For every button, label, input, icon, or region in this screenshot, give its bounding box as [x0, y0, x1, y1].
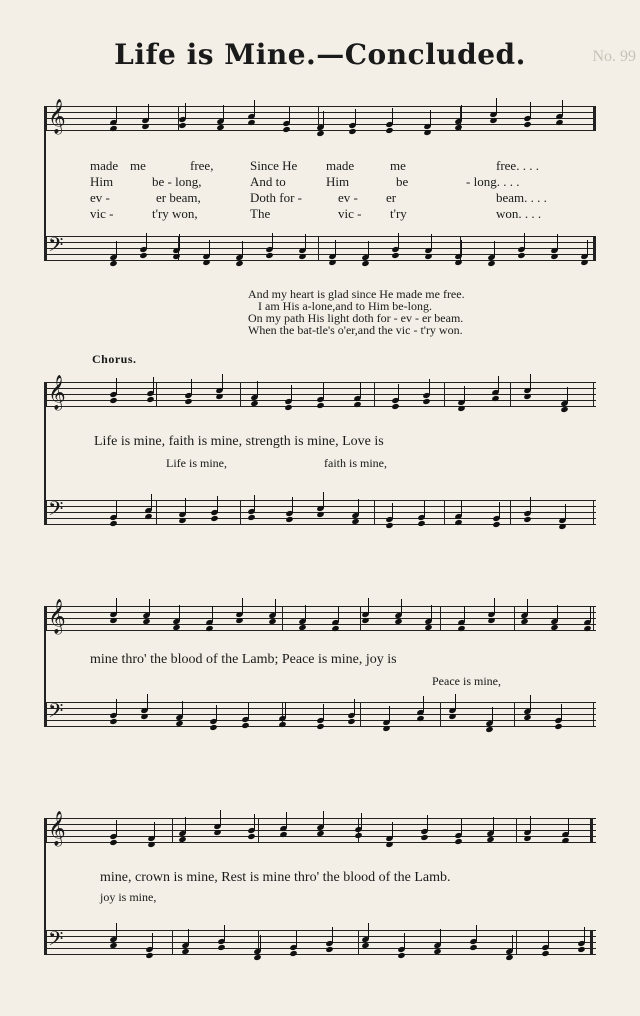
note-head [554, 723, 562, 730]
note-stem [242, 598, 243, 614]
note-head [316, 723, 324, 730]
note-stem [222, 374, 223, 390]
note-head [147, 841, 155, 848]
note-stem [401, 599, 402, 615]
note-stem [323, 383, 324, 399]
note-stem [185, 817, 186, 833]
note-stem [492, 707, 493, 723]
note-stem [152, 933, 153, 949]
lyric: t'ry [390, 206, 407, 221]
note-head [284, 404, 292, 411]
system-bracket [44, 382, 46, 524]
note-stem [368, 923, 369, 939]
note-stem [461, 819, 462, 835]
note-stem [285, 702, 286, 718]
note-stem [148, 104, 149, 120]
note-stem [338, 606, 339, 622]
note-stem [182, 701, 183, 717]
note-stem [242, 241, 243, 257]
note-head [397, 952, 405, 959]
note-stem [116, 501, 117, 517]
note-stem [530, 497, 531, 513]
note-head [505, 954, 513, 961]
note-stem [305, 234, 306, 250]
chorus-bass-lyric: joy is mine, [100, 890, 157, 904]
note-stem [527, 599, 528, 615]
lyric: be - long, [152, 174, 202, 189]
lyric: ev - [90, 190, 110, 205]
treble-staff-3 [44, 599, 596, 634]
lyric: be [396, 174, 409, 189]
bass-clef-icon: 𝄢 [48, 233, 64, 261]
chorus-bass-lyric: Peace is mine, [432, 674, 501, 688]
note-stem [360, 382, 361, 398]
note-head [316, 402, 324, 409]
note-stem [254, 814, 255, 830]
note-stem [248, 703, 249, 719]
note-stem [361, 813, 362, 829]
note-stem [548, 931, 549, 947]
note-stem [389, 706, 390, 722]
note-stem [147, 694, 148, 710]
note-head [385, 522, 393, 529]
note-head [253, 954, 261, 961]
lyric: Him [326, 174, 350, 189]
chorus-bass-lyric: faith is mine, [324, 456, 387, 470]
system-bracket [44, 106, 46, 260]
note-stem [496, 98, 497, 114]
bass-clef-icon: 𝄢 [48, 497, 64, 525]
note-stem [568, 818, 569, 834]
note-stem [493, 817, 494, 833]
note-head [423, 129, 431, 136]
note-head [282, 126, 290, 133]
note-stem [440, 929, 441, 945]
note-stem [498, 376, 499, 392]
lyric: - long. . . . [466, 174, 520, 189]
note-stem [392, 108, 393, 124]
lyric: Since He [250, 158, 298, 173]
note-head [492, 521, 500, 528]
bass-lyric-4: When the bat-tle's o'er,and the vic - t'ry won. [248, 323, 463, 337]
note-stem [188, 929, 189, 945]
note-stem [296, 931, 297, 947]
lyric: made [326, 158, 355, 173]
note-head [457, 405, 465, 412]
note-head [235, 260, 243, 267]
lyric: won. . . . [496, 206, 542, 221]
chorus-bass-lyric: Life is mine, [166, 456, 227, 470]
lyric: Him [90, 174, 114, 189]
note-stem [116, 923, 117, 939]
note-stem [392, 503, 393, 519]
note-stem [179, 605, 180, 621]
note-stem [562, 100, 563, 116]
note-stem [209, 240, 210, 256]
note-stem [368, 241, 369, 257]
lyric: vic - [90, 206, 114, 221]
note-stem [335, 240, 336, 256]
note-stem [146, 233, 147, 249]
note-stem [257, 381, 258, 397]
lyric: free, [190, 158, 214, 173]
chorus-lyric-2: mine thro' the blood of the Lamb; Peace is mine, joy is [90, 652, 397, 667]
note-stem [530, 374, 531, 390]
lyric: free. . . . [496, 158, 539, 173]
note-stem [116, 378, 117, 394]
note-stem [430, 110, 431, 126]
lyric: The [250, 206, 271, 221]
note-stem [358, 499, 359, 515]
note-stem [116, 699, 117, 715]
note-stem [149, 599, 150, 615]
note-stem [461, 105, 462, 121]
note-stem [154, 822, 155, 838]
note-stem [216, 705, 217, 721]
note-stem [423, 696, 424, 712]
lyric: Doth for - [250, 190, 302, 205]
note-stem [476, 925, 477, 941]
note-head [454, 838, 462, 845]
note-head [328, 259, 336, 266]
note-stem [557, 605, 558, 621]
chorus-lyric-1: Life is mine, faith is mine, strength is mine, Love is [94, 434, 384, 449]
note-head [417, 520, 425, 527]
note-stem [431, 234, 432, 250]
note-stem [429, 379, 430, 395]
note-head [109, 839, 117, 846]
hymn-title: Life is Mine.—Concluded. [114, 38, 526, 71]
treble-clef-icon: 𝄞 [48, 375, 66, 410]
bass-clef-icon: 𝄢 [48, 699, 64, 727]
note-head [145, 952, 153, 959]
note-stem [499, 502, 500, 518]
note-stem [561, 704, 562, 720]
lyric: t'ry won, [152, 206, 198, 221]
note-stem [461, 500, 462, 516]
page-number: No. 99 [592, 48, 636, 65]
bass-clef-icon: 𝄢 [48, 927, 64, 955]
lyric: made [90, 158, 119, 173]
lyric: me [130, 158, 146, 173]
note-stem [179, 234, 180, 250]
note-head [361, 260, 369, 267]
note-stem [424, 501, 425, 517]
note-stem [584, 927, 585, 943]
note-head [209, 724, 217, 731]
treble-clef-icon: 𝄞 [48, 599, 66, 634]
note-stem [464, 606, 465, 622]
note-stem [512, 935, 513, 951]
note-stem [153, 377, 154, 393]
lyric: beam. . . . [496, 190, 547, 205]
note-stem [185, 498, 186, 514]
note-stem [116, 241, 117, 257]
note-head [485, 726, 493, 733]
note-stem [191, 379, 192, 395]
note-stem [557, 234, 558, 250]
treble-clef-icon: 𝄞 [48, 99, 66, 134]
note-stem [354, 699, 355, 715]
note-head [109, 260, 117, 267]
lyric: vic - [338, 206, 362, 221]
note-head [385, 841, 393, 848]
note-stem [323, 111, 324, 127]
note-stem [355, 109, 356, 125]
note-stem [494, 598, 495, 614]
system-bracket [44, 606, 46, 726]
lyric: er beam, [156, 190, 201, 205]
note-stem [323, 704, 324, 720]
bass-lyric-1: And my heart is glad since He made me free. [248, 287, 465, 301]
note-stem [398, 384, 399, 400]
note-head [560, 406, 568, 413]
chorus-label: Chorus. [92, 352, 137, 366]
note-head [558, 523, 566, 530]
lyric: ev - [338, 190, 358, 205]
note-stem [404, 933, 405, 949]
bass-staff-1 [44, 233, 596, 261]
note-stem [254, 495, 255, 511]
note-head [580, 259, 588, 266]
note-head [289, 950, 297, 957]
note-head [316, 130, 324, 137]
note-head [202, 259, 210, 266]
lyric: me [390, 158, 406, 173]
note-stem [212, 606, 213, 622]
bass-lyric-2: I am His a-lone,and to Him be-long. [258, 299, 432, 313]
note-stem [398, 233, 399, 249]
note-stem [530, 102, 531, 118]
note-stem [332, 927, 333, 943]
note-stem [431, 605, 432, 621]
system-bracket [44, 818, 46, 954]
note-stem [272, 233, 273, 249]
note-stem [565, 504, 566, 520]
note-stem [323, 492, 324, 508]
note-head [382, 725, 390, 732]
note-stem [530, 695, 531, 711]
note-stem [223, 105, 224, 121]
note-head [454, 259, 462, 266]
treble-clef-icon: 𝄞 [48, 811, 66, 846]
note-stem [590, 606, 591, 622]
note-stem [461, 240, 462, 256]
note-stem [116, 598, 117, 614]
note-stem [220, 810, 221, 826]
note-stem [292, 497, 293, 513]
note-stem [464, 386, 465, 402]
note-stem [275, 599, 276, 615]
bass-staff-4 [44, 927, 596, 955]
note-stem [151, 494, 152, 510]
note-stem [587, 240, 588, 256]
note-head [385, 127, 393, 134]
note-stem [524, 233, 525, 249]
note-stem [185, 103, 186, 119]
note-stem [305, 605, 306, 621]
chorus-lyric-3: mine, crown is mine, Rest is mine thro' the blood of the Lamb. [100, 870, 451, 885]
note-stem [368, 598, 369, 614]
note-head [541, 950, 549, 957]
note-head [348, 128, 356, 135]
lyric: And to [250, 174, 286, 189]
note-head [487, 260, 495, 267]
note-stem [530, 816, 531, 832]
lyric: er [386, 190, 397, 205]
bass-lyric-3: On my path His light doth for - ev - er beam. [248, 311, 464, 325]
note-stem [289, 107, 290, 123]
note-stem [567, 387, 568, 403]
note-stem [286, 812, 287, 828]
note-stem [291, 385, 292, 401]
note-stem [224, 925, 225, 941]
note-stem [260, 935, 261, 951]
note-stem [116, 820, 117, 836]
note-stem [323, 811, 324, 827]
note-head [391, 403, 399, 410]
note-stem [455, 694, 456, 710]
note-stem [494, 241, 495, 257]
note-stem [217, 496, 218, 512]
note-head [109, 520, 117, 527]
note-head [241, 722, 249, 729]
note-stem [392, 822, 393, 838]
note-stem [116, 106, 117, 122]
note-stem [254, 100, 255, 116]
note-stem [427, 815, 428, 831]
